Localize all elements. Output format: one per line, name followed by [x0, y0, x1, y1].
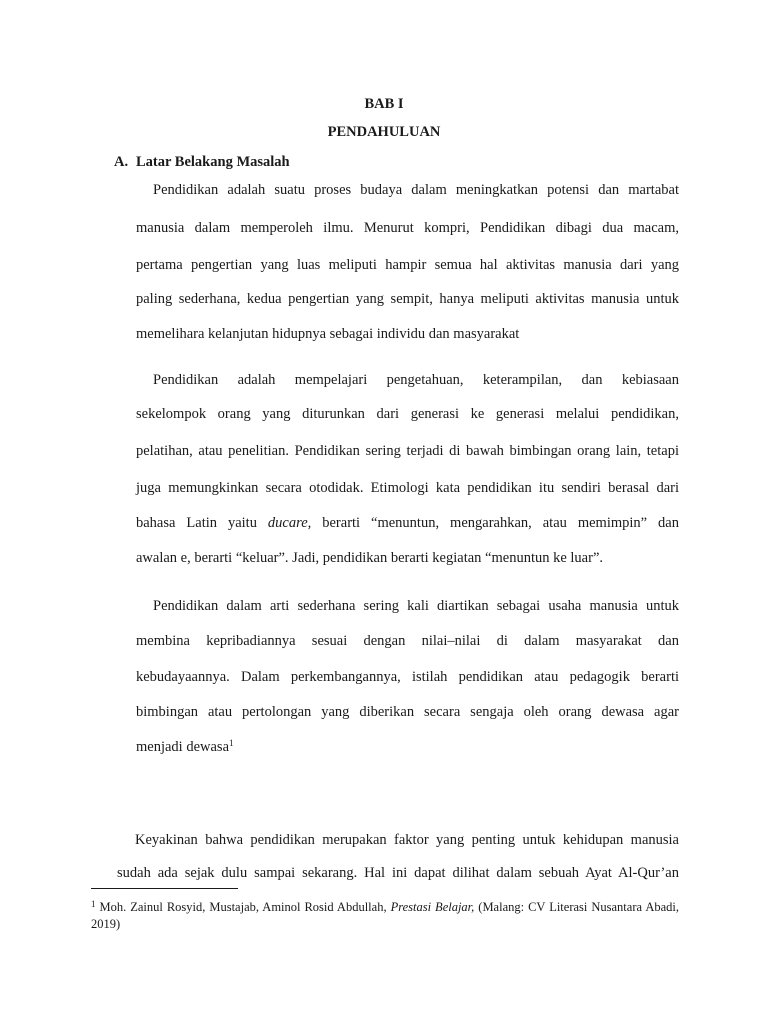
- paragraph-2-line: awalan e, berarti “keluar”. Jadi, pendidikan berarti kegiatan “menuntun ke luar”.: [136, 550, 604, 566]
- text-segment: menjadi dewasa: [136, 739, 230, 755]
- paragraph-2-line: sekelompok orang yang diturunkan dari generasi ke generasi melalui pendidikan,: [136, 406, 679, 422]
- paragraph-2-line: Pendidikan adalah mempelajari pengetahuan, keterampilan, dan kebiasaan: [153, 372, 679, 388]
- paragraph-3-line: membina kepribadiannya sesuai dengan nilai–nilai di dalam masyarakat dan: [136, 633, 679, 649]
- paragraph-1-line: Pendidikan adalah suatu proses budaya dalam meningkatkan potensi dan martabat: [153, 182, 679, 198]
- paragraph-3-line: kebudayaannya. Dalam perkembangannya, istilah pendidikan atau pedagogik berarti: [136, 669, 679, 685]
- text-segment: Moh. Zainul Rosyid, Mustajab, Aminol Rosid Abdullah,: [95, 900, 391, 914]
- paragraph-2-line: juga memungkinkan secara otodidak. Etimologi kata pendidikan itu sendiri berasal dari: [136, 480, 679, 496]
- footnote-separator: [91, 888, 238, 889]
- paragraph-1-line: paling sederhana, kedua pengertian yang sempit, hanya meliputi aktivitas manusia untuk: [136, 291, 679, 307]
- footnote-marker: 1: [91, 899, 96, 909]
- paragraph-1-line: pertama pengertian yang luas meliputi hampir semua hal aktivitas manusia dari yang: [136, 257, 679, 273]
- paragraph-2-line: [136, 514, 679, 532]
- chapter-title: PENDAHULUAN: [327, 124, 441, 140]
- section-number: A.: [114, 154, 129, 170]
- footnote-line: [91, 899, 679, 915]
- chapter-label: BAB I: [364, 96, 404, 112]
- footnote-reference: 1: [229, 738, 234, 748]
- italic-title: Prestasi Belajar,: [390, 900, 475, 914]
- paragraph-1-line: memelihara kelanjutan hidupnya sebagai individu dan masyarakat: [136, 326, 520, 342]
- paragraph-1-line: manusia dalam memperoleh ilmu. Menurut kompri, Pendidikan dibagi dua macam,: [136, 220, 679, 236]
- paragraph-4-line: Keyakinan bahwa pendidikan merupakan faktor yang penting untuk kehidupan manusia: [135, 832, 679, 848]
- text-segment: berarti “menuntun, mengarahkan, atau memimpin” dan: [311, 515, 679, 531]
- paragraph-3-line: [136, 738, 679, 756]
- italic-term: ducare,: [267, 515, 312, 531]
- footnote-line: 2019): [91, 917, 121, 931]
- text-segment: (Malang: CV Literasi Nusantara Abadi,: [474, 900, 679, 914]
- paragraph-3-line: Pendidikan dalam arti sederhana sering kali diartikan sebagai usaha manusia untuk: [153, 598, 679, 614]
- paragraph-2-line: pelatihan, atau penelitian. Pendidikan sering terjadi di bawah bimbingan orang lain, tetapi: [136, 443, 679, 459]
- section-title: Latar Belakang Masalah: [136, 154, 290, 170]
- section-heading: [114, 153, 290, 171]
- paragraph-4-line: sudah ada sejak dulu sampai sekarang. Hal ini dapat dilihat dalam sebuah Ayat Al-Qur’an: [117, 865, 679, 881]
- paragraph-3-line: bimbingan atau pertolongan yang diberikan secara sengaja oleh orang dewasa agar: [136, 704, 679, 720]
- text-segment: bahasa Latin yaitu: [136, 515, 268, 531]
